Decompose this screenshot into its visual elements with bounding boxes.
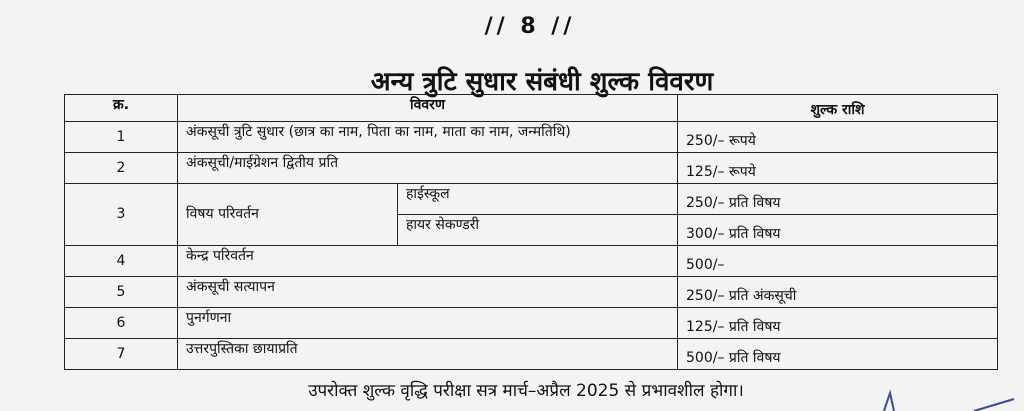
table-row xyxy=(65,339,998,370)
row-description: केन्द्र परिवर्तन xyxy=(178,246,678,277)
row-serial: 6 xyxy=(65,308,178,339)
table-row xyxy=(65,184,998,215)
header-details: विवरण xyxy=(178,95,678,122)
row-fee: 500/– xyxy=(678,246,998,277)
row-description: विषय परिवर्तन xyxy=(178,184,398,246)
page-number: // 8 // xyxy=(484,14,576,39)
row-sub-label: हायर सेकण्डरी xyxy=(398,215,678,246)
fee-table xyxy=(64,94,998,370)
table-row xyxy=(65,153,998,184)
table-row xyxy=(65,122,998,153)
row-serial: 7 xyxy=(65,339,178,370)
row-description: पुनर्गणना xyxy=(178,308,678,339)
footer-note: उपरोक्त शुल्क वृद्धि परीक्षा सत्र मार्च–अप्रैल 2025 से प्रभावशील होगा। xyxy=(308,381,744,401)
row-serial: 5 xyxy=(65,277,178,308)
table-row xyxy=(65,308,998,339)
row-description: अंकसूची त्रुटि सुधार (छात्र का नाम, पिता का नाम, माता का नाम, जन्मतिथि) xyxy=(178,122,678,153)
row-serial: 3 xyxy=(65,184,178,246)
row-description: उत्तरपुस्तिका छायाप्रति xyxy=(178,339,678,370)
row-fee: 500/– प्रति विषय xyxy=(678,339,998,370)
row-serial: 1 xyxy=(65,122,178,153)
row-description: अंकसूची सत्यापन xyxy=(178,277,678,308)
row-fee: 250/– प्रति अंकसूची xyxy=(678,277,998,308)
row-sub-label: हाईस्कूल xyxy=(398,184,678,215)
row-serial: 2 xyxy=(65,153,178,184)
table-row xyxy=(65,246,998,277)
table-header-row xyxy=(65,95,998,122)
row-fee: 125/– प्रति विषय xyxy=(678,308,998,339)
row-fee: 300/– प्रति विषय xyxy=(678,215,998,246)
table-row xyxy=(65,277,998,308)
row-fee: 250/– रूपये xyxy=(678,122,998,153)
page-title: अन्य त्रुटि सुधार संबंधी शुल्क विवरण xyxy=(370,67,714,97)
header-fee: शुल्क राशि xyxy=(678,95,998,122)
row-serial: 4 xyxy=(65,246,178,277)
row-fee: 250/– प्रति विषय xyxy=(678,184,998,215)
row-fee: 125/– रूपये xyxy=(678,153,998,184)
row-description: अंकसूची/माईग्रेशन द्वितीय प्रति xyxy=(178,153,678,184)
pen-scribble-mark xyxy=(864,381,1024,411)
header-serial: क्र. xyxy=(65,95,178,122)
